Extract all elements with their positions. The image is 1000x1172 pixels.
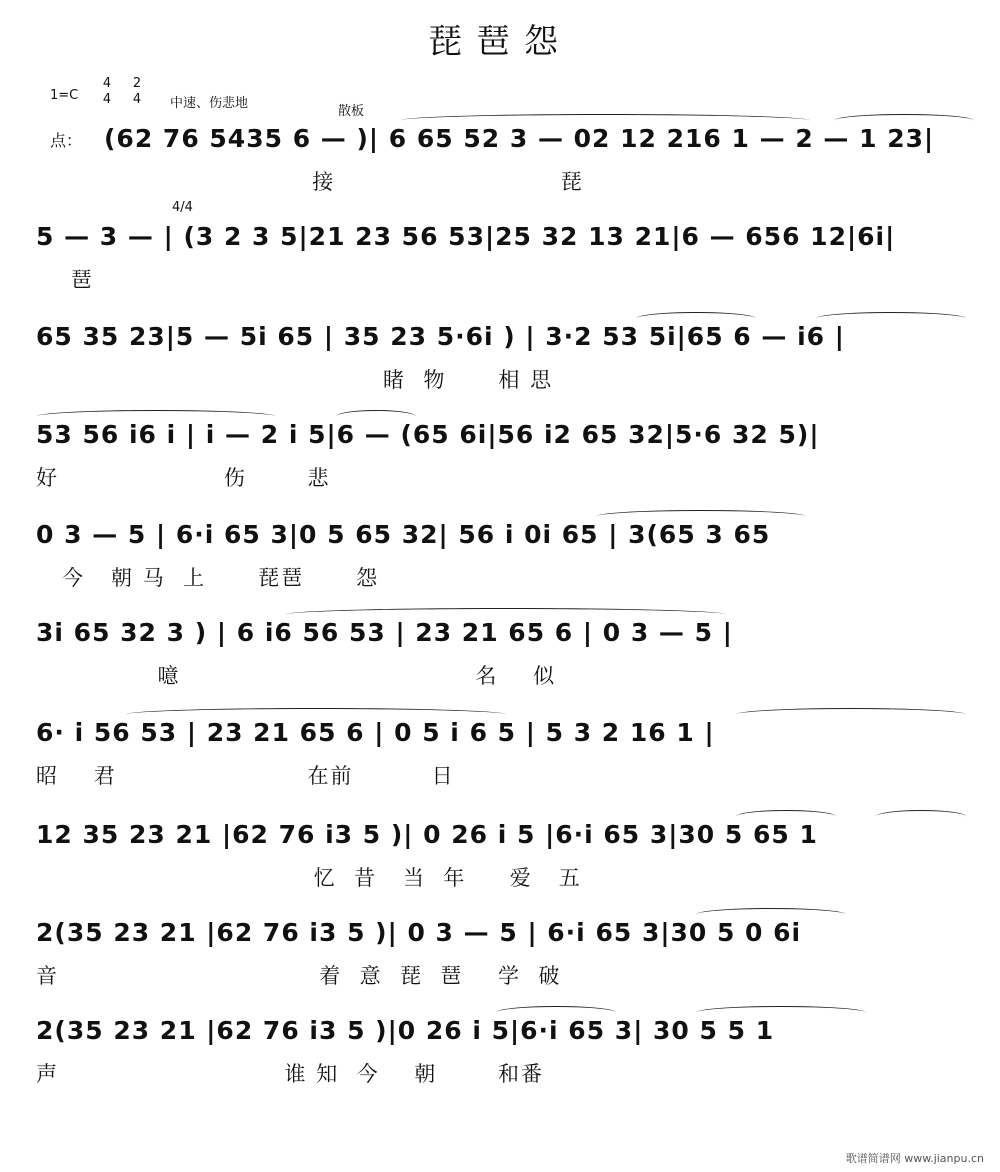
score-row-6: [36, 618, 986, 714]
notation-line: 2(35 23 21 |62 76 i3 5 )|0 26 i 5|6·i 65 3| 30 5 5 1: [36, 1016, 775, 1045]
score-row-2: [36, 222, 986, 318]
phrase-slur: [876, 810, 966, 823]
notation-line: 0 3 — 5 | 6·i 65 3|0 5 65 32| 56 i 0i 65 | 3(65 3 65: [36, 520, 771, 549]
notation-line: 5 — 3 — | (3 2 3 5|21 23 56 53|25 32 13 21|6 — 656 12|6i|: [36, 222, 896, 251]
score-row-10: [36, 1016, 986, 1112]
key-signature: 1=C: [50, 88, 79, 103]
lyric-line: 琶: [36, 268, 94, 292]
score-row-5: [36, 520, 986, 616]
lyric-line: 噫 名 似: [36, 664, 557, 688]
score-row-1: [104, 124, 974, 220]
page-title: 琵琶怨: [428, 22, 572, 62]
time-signature-4-4: 4 4: [102, 76, 112, 107]
notation-line: 53 56 i6 i | i — 2 i 5|6 — (65 6i|56 i2 65 32|5·6 32 5)|: [36, 420, 820, 449]
lyric-line: 今 朝 马 上 琵琶 怨: [36, 566, 380, 590]
watermark: 歌谱简谱网 www.jianpu.cn: [845, 1152, 984, 1165]
lyric-line: 接 琵: [104, 170, 584, 194]
intro-label: 点：: [50, 131, 83, 150]
meter-change-marking: 4/4: [172, 200, 193, 215]
lyric-line: 音 着 意 琵 琶 学 破: [36, 964, 562, 988]
score-row-8: [36, 820, 986, 916]
notation-line: 2(35 23 21 |62 76 i3 5 )| 0 3 — 5 | 6·i 65 3|30 5 0 6i: [36, 918, 802, 947]
tempo-marking: 中速、伤悲地: [170, 96, 249, 111]
score-row-9: [36, 918, 986, 1014]
notation-line: 6· i 56 53 | 23 21 65 6 | 0 5 i 6 5 | 5 3 2 16 1 |: [36, 718, 715, 747]
notation-line: 12 35 23 21 |62 76 i3 5 )| 0 26 i 5 |6·i 65 3|30 5 65 1: [36, 820, 818, 849]
lyric-line: 昭 君 在前 日: [36, 764, 455, 788]
lyric-line: 忆 昔 当 年 爱 五: [36, 866, 582, 890]
notation-line: (62 76 5435 6 — )| 6 65 52 3 — 02 12 216 1 — 2 — 1 23|: [104, 124, 935, 153]
time-signature-2-4: 2 4: [132, 76, 142, 107]
lyric-line: 好 伤 悲: [36, 466, 331, 490]
lyric-line: 睹 物 相 思: [36, 368, 554, 392]
notation-line: 3i 65 32 3 ) | 6 i6 56 53 | 23 21 65 6 | 0 3 — 5 |: [36, 618, 733, 647]
score-row-4: [36, 420, 986, 516]
free-meter-marking: 散板: [338, 104, 365, 119]
lyric-line: 声 谁 知 今 朝 和番: [36, 1062, 545, 1086]
score-row-7: [36, 718, 986, 814]
notation-line: 65 35 23|5 — 5i 65 | 35 23 5·6i ) | 3·2 53 5i|65 6 — i6 |: [36, 322, 845, 351]
score-row-3: [36, 322, 986, 418]
phrase-slur: [736, 708, 966, 721]
